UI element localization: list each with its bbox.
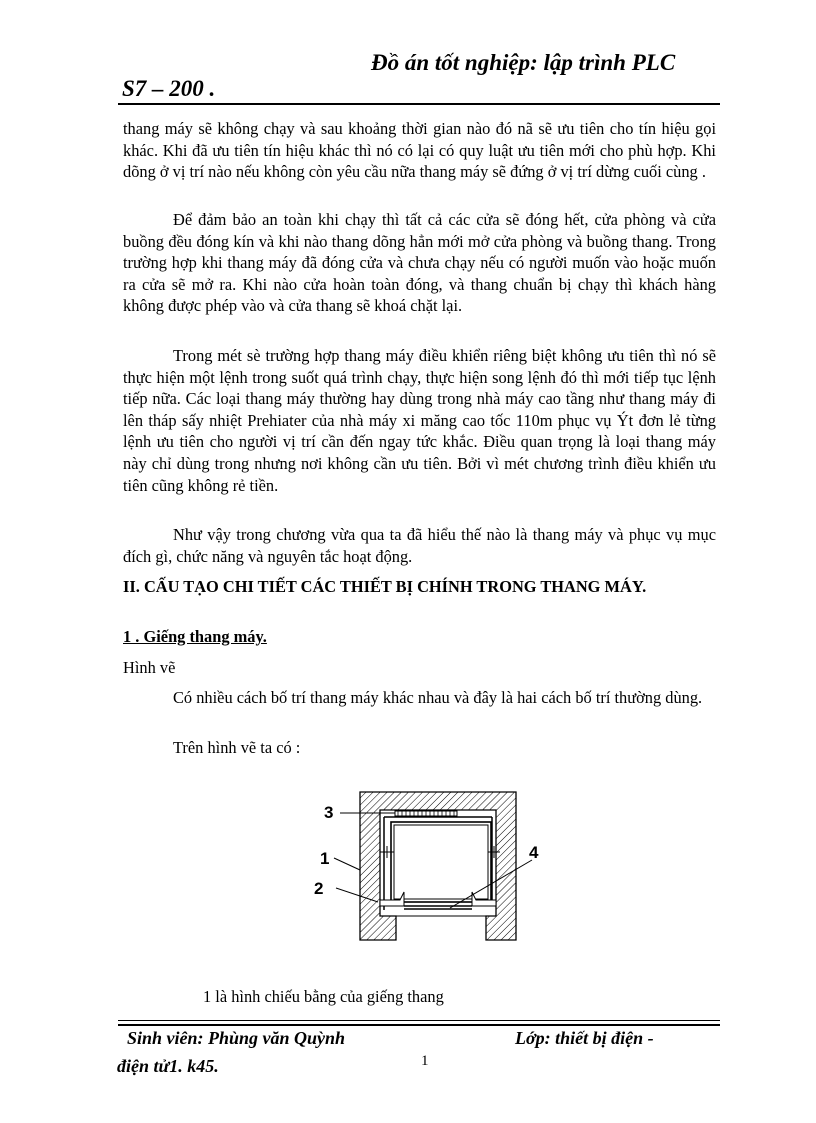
- page-number: 1: [421, 1053, 429, 1069]
- paragraph-3: Trong mét sè trường hợp thang máy điều khiển riêng biệt không ưu tiên thì nó sẽ thực hiện một lệnh trong suốt quá trình chạy, thực hiện song lệnh đó thì mới tiếp tục lệnh tiếp nữa. Các loại thang máy thường hay dùng trong nhà máy cao tầng như thang máy đi lên tháp sấy nhiệt Prehiater của nhà máy xi măng cao tốc 110m phục vụ Ýt đơn lẻ từng lệnh ưu tiên cho người vị trí cần đến ngay tức khắc. Điều quan trọng là loại thang máy này chỉ dùng trong nhưng nơi không cần ưu tiên. Bởi vì mét chương trình điều khiển ưu tiên cũng không rẻ tiền.: [123, 346, 716, 495]
- footer-rule-thick: [118, 1024, 720, 1026]
- footer-class: Lớp: thiết bị điện -: [515, 1028, 654, 1048]
- header-rule: [118, 103, 720, 105]
- label-1: 1: [320, 849, 330, 868]
- figure-caption: 1 là hình chiếu bằng của giếng thang: [203, 987, 444, 1006]
- label-4: 4: [529, 843, 539, 862]
- paragraph-2: Để đảm bảo an toàn khi chạy thì tất cả các cửa sẽ đóng hết, cửa phòng và cửa buồng đều đóng kín và khi nào thang dõng hẳn mới mở cửa phòng và buồng thang. Trong trường hợp khi thang máy đã đóng cửa và chưa chạy nếu có người muốn vào hoặc muốn ra cửa sẽ mở ra. Khi nào cửa hoàn toàn đóng, và thang chuẩn bị chạy thì khách hàng không được phép vào và cửa thang sẽ khoá chặt lại.: [123, 210, 716, 316]
- paragraph-5: Có nhiều cách bố trí thang máy khác nhau và đây là hai cách bố trí thường dùng.: [173, 688, 703, 707]
- figure-ref-label: Hình vẽ: [123, 658, 176, 677]
- section-heading: II. CẤU TẠO CHI TIẾT CÁC THIẾT BỊ CHÍNH TRONG THANG MÁY.: [123, 577, 647, 596]
- counterweight: [395, 811, 457, 816]
- header-title: Đồ án tốt nghiệp: lập trình PLC: [371, 50, 676, 75]
- elevator-shaft-diagram: [300, 780, 540, 970]
- paragraph-1: thang máy sẽ không chạy và sau khoảng thời gian nào đó nã sẽ ưu tiên cho tín hiệu gọi khác. Khi đã ưu tiên tín hiệu khác thì nó có lại có quy luật ưu tiên mới cho phù hợp. Khi dõng ở vị trí nào nếu không còn yêu cầu nữa thang máy sẽ đứng ở vị trí dừng cuối cùng .: [123, 119, 716, 182]
- footer-rule-thin: [118, 1020, 720, 1021]
- header-subtitle: S7 – 200 .: [122, 76, 216, 101]
- label-3: 3: [324, 803, 334, 822]
- elevator-car: [380, 817, 500, 916]
- paragraph-6: Trên hình vẽ ta có :: [173, 738, 301, 757]
- subheading: 1 . Giếng thang máy.: [123, 627, 267, 646]
- paragraph-4: Như vậy trong chương vừa qua ta đã hiểu thế nào là thang máy và phục vụ mục đích gì, chức năng và nguyên tắc hoạt động.: [123, 525, 716, 566]
- footer-student: Sinh viên: Phùng văn Quỳnh: [127, 1028, 346, 1048]
- footer-class-continued: điện tử1. k45.: [117, 1056, 219, 1076]
- label-2: 2: [314, 879, 324, 898]
